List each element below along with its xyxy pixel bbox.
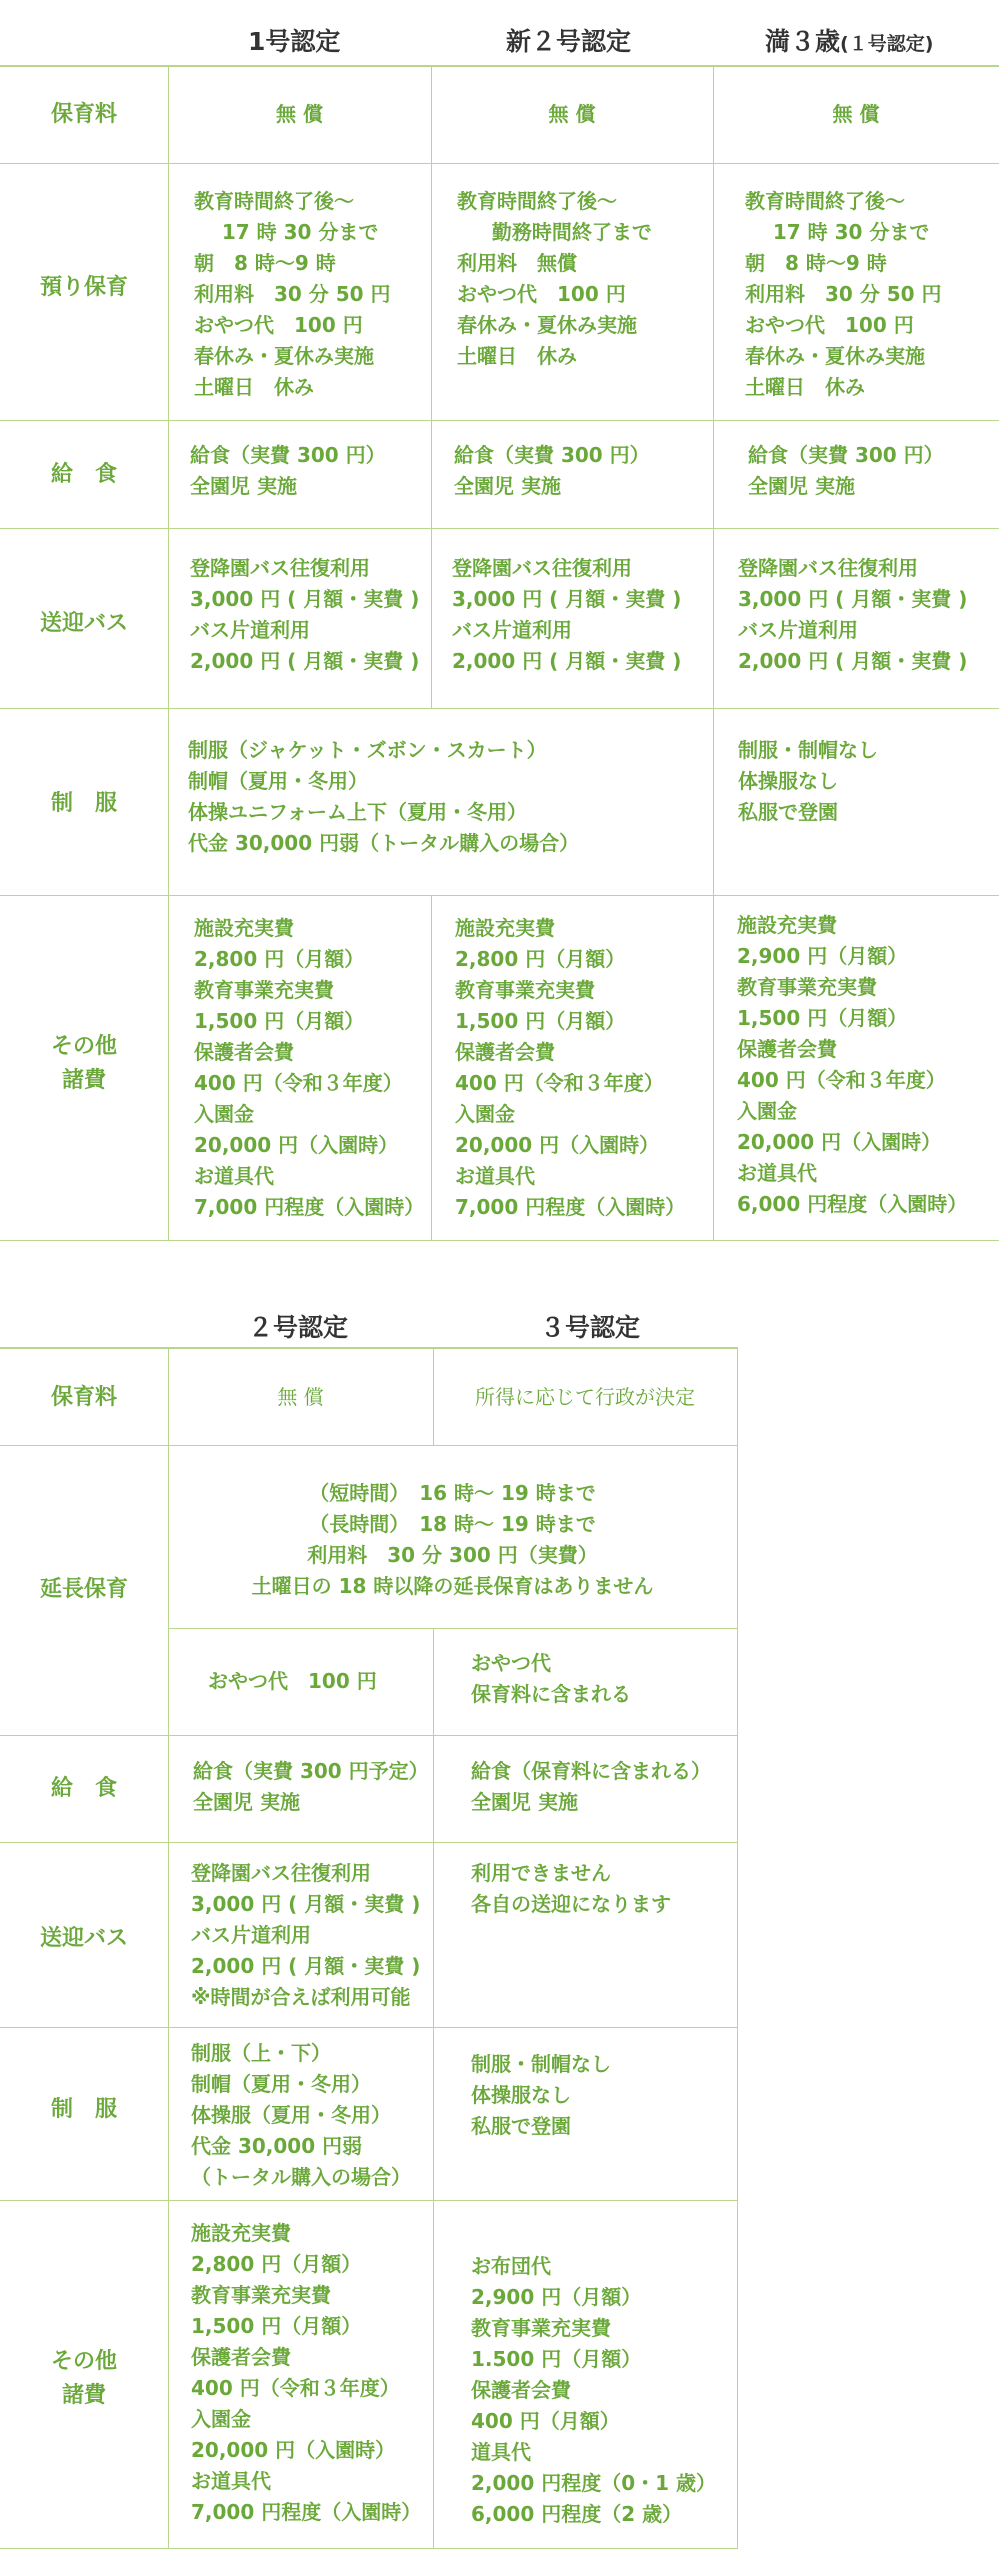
row-label-fee: 保育料 [50,1385,117,1410]
grid-line [0,163,999,164]
fee-shin-2go: 無 償 [548,102,596,126]
row-label-bus: 送迎バス [39,611,128,636]
uniform-2go: 制服（上・下） 制帽（夏用・冬用） 体操服（夏用・冬用） 代金 30,000 円弱 （トータル購入の場合） [191,2041,411,2189]
extended-care-man3sai: 教育時間終了後～ 17 時 30 分まで 朝 8 時～9 時 利用料 30 分 50 円 おやつ代 100 円 春休み・夏休み実施 土曜日 休み [745,189,942,399]
bus-1go: 登降園バス往復利用 3,000 円 ( 月額・実費 ) バス片道利用 2,000 円 ( 月額・実費 ) [190,556,420,673]
grid-line [431,65,432,708]
grid-line [168,65,169,1241]
bus-3go: 利用できません 各自の送迎になります [471,1861,671,1916]
snack-2go: おやつ代 100 円 [208,1669,377,1693]
snack-3go: おやつ代 保育料に含まれる [471,1651,631,1706]
grid-line [433,1628,434,2549]
fee-2go: 無 償 [277,1385,324,1409]
other-fees-shin-2go: 施設充実費 2,800 円（月額） 教育事業充実費 1,500 円（月額） 保護者会費 400 円（令和３年度） 入園金 20,000 円（入園時） お道具代 7,000 円程度（入園時） [455,916,686,1219]
row-label-extended-care: 延長保育 [39,1577,128,1602]
other-fees-man3sai: 施設充実費 2,900 円（月額） 教育事業充実費 1,500 円（月額） 保護者会費 400 円（令和３年度） 入園金 20,000 円（入園時） お道具代 6,000 円程度（入園時） [737,913,968,1216]
grid-line [0,1240,999,1241]
other-fees-1go: 施設充実費 2,800 円（月額） 教育事業充実費 1,500 円（月額） 保護者会費 400 円（令和３年度） 入園金 20,000 円（入園時） お道具代 7,000 円程度（入園時） [194,916,425,1219]
header-man3sai: 満３歳(１号認定) [765,27,934,56]
grid-line [0,895,999,896]
other-fees-2go: 施設充実費 2,800 円（月額） 教育事業充実費 1,500 円（月額） 保護者会費 400 円（令和３年度） 入園金 20,000 円（入園時） お道具代 7,000 円程度（入園時） [191,2221,422,2524]
lunch-shin-2go: 給食（実費 300 円） 全園児 実施 [454,443,650,498]
header-2go: ２号認定 [248,1313,349,1342]
extended-care-shin-2go: 教育時間終了後～ 勤務時間終了まで 利用料 無償 おやつ代 100 円 春休み・夏休み実施 土曜日 休み [457,189,652,368]
grid-line [0,708,999,709]
uniform-3go: 制服・制帽なし 体操服なし 私服で登園 [471,2052,611,2138]
row-label-extended-care: 預り保育 [39,275,128,300]
header-shin-2go: 新２号認定 [506,27,632,56]
extended-care-1go: 教育時間終了後～ 17 時 30 分まで 朝 8 時～9 時 利用料 30 分 50 円 おやつ代 100 円 春休み・夏休み実施 土曜日 休み [194,189,391,399]
bus-2go: 登降園バス往復利用 3,000 円 ( 月額・実費 ) バス片道利用 2,000 円 ( 月額・実費 ) ※時間が合えば利用可能 [191,1861,421,2009]
row-label-bus: 送迎バス [39,1926,128,1951]
header-3go: ３号認定 [540,1313,641,1342]
grid-line [737,1347,738,2549]
bus-shin-2go: 登降園バス往復利用 3,000 円 ( 月額・実費 ) バス片道利用 2,000 円 ( 月額・実費 ) [452,556,682,673]
grid-line [431,895,432,1241]
row-label-other-fees: その他 諸費 [50,1034,117,1093]
header-1go: 1号認定 [248,27,341,56]
fee-man3sai: 無 償 [832,102,880,126]
other-fees-3go: お布団代 2,900 円（月額） 教育事業充実費 1.500 円（月額） 保護者会費 400 円（月額） 道具代 2,000 円程度（0・1 歳） 6,000 円程度（2 歳） [471,2254,717,2526]
grid-line [0,1842,737,1843]
grid-line [0,1347,737,1349]
fee-1go: 無 償 [276,102,323,126]
grid-line [0,420,999,421]
row-label-lunch: 給 食 [50,462,117,487]
fee-3go: 所得に応じて行政が決定 [475,1385,695,1409]
row-label-other-fees: その他 諸費 [50,2349,117,2408]
lunch-man3sai: 給食（実費 300 円） 全園児 実施 [748,443,944,498]
grid-line [0,2200,737,2201]
grid-line [0,1735,737,1736]
grid-line [0,2027,737,2028]
grid-line [0,2548,737,2549]
lunch-1go: 給食（実費 300 円） 全園児 実施 [190,443,386,498]
row-label-uniform: 制 服 [50,2097,117,2122]
uniform-man3sai: 制服・制帽なし 体操服なし 私服で登園 [738,738,878,824]
grid-line [713,65,714,1241]
bus-man3sai: 登降園バス往復利用 3,000 円 ( 月額・実費 ) バス片道利用 2,000 円 ( 月額・実費 ) [738,556,968,673]
row-label-uniform: 制 服 [50,791,117,816]
lunch-3go: 給食（保育料に含まれる） 全園児 実施 [471,1759,711,1814]
row-label-fee: 保育料 [50,102,117,127]
grid-line [0,1445,737,1446]
row-label-lunch: 給 食 [50,1776,117,1801]
lunch-2go: 給食（実費 300 円予定） 全園児 実施 [193,1759,429,1814]
extended-care-merged: （短時間） 16 時～ 19 時まで （長時間） 18 時～ 19 時まで 利用料 30 分 300 円（実費） 土曜日の 18 時以降の延長保育はありません [251,1481,654,1598]
uniform-1go-shin-2go: 制服（ジャケット・ズボン・スカート） 制帽（夏用・冬用） 体操ユニフォーム上下（夏用・冬用） 代金 30,000 円弱（トータル購入の場合） [188,738,580,855]
grid-line [0,65,999,67]
grid-line [0,528,999,529]
grid-line [168,1628,737,1629]
